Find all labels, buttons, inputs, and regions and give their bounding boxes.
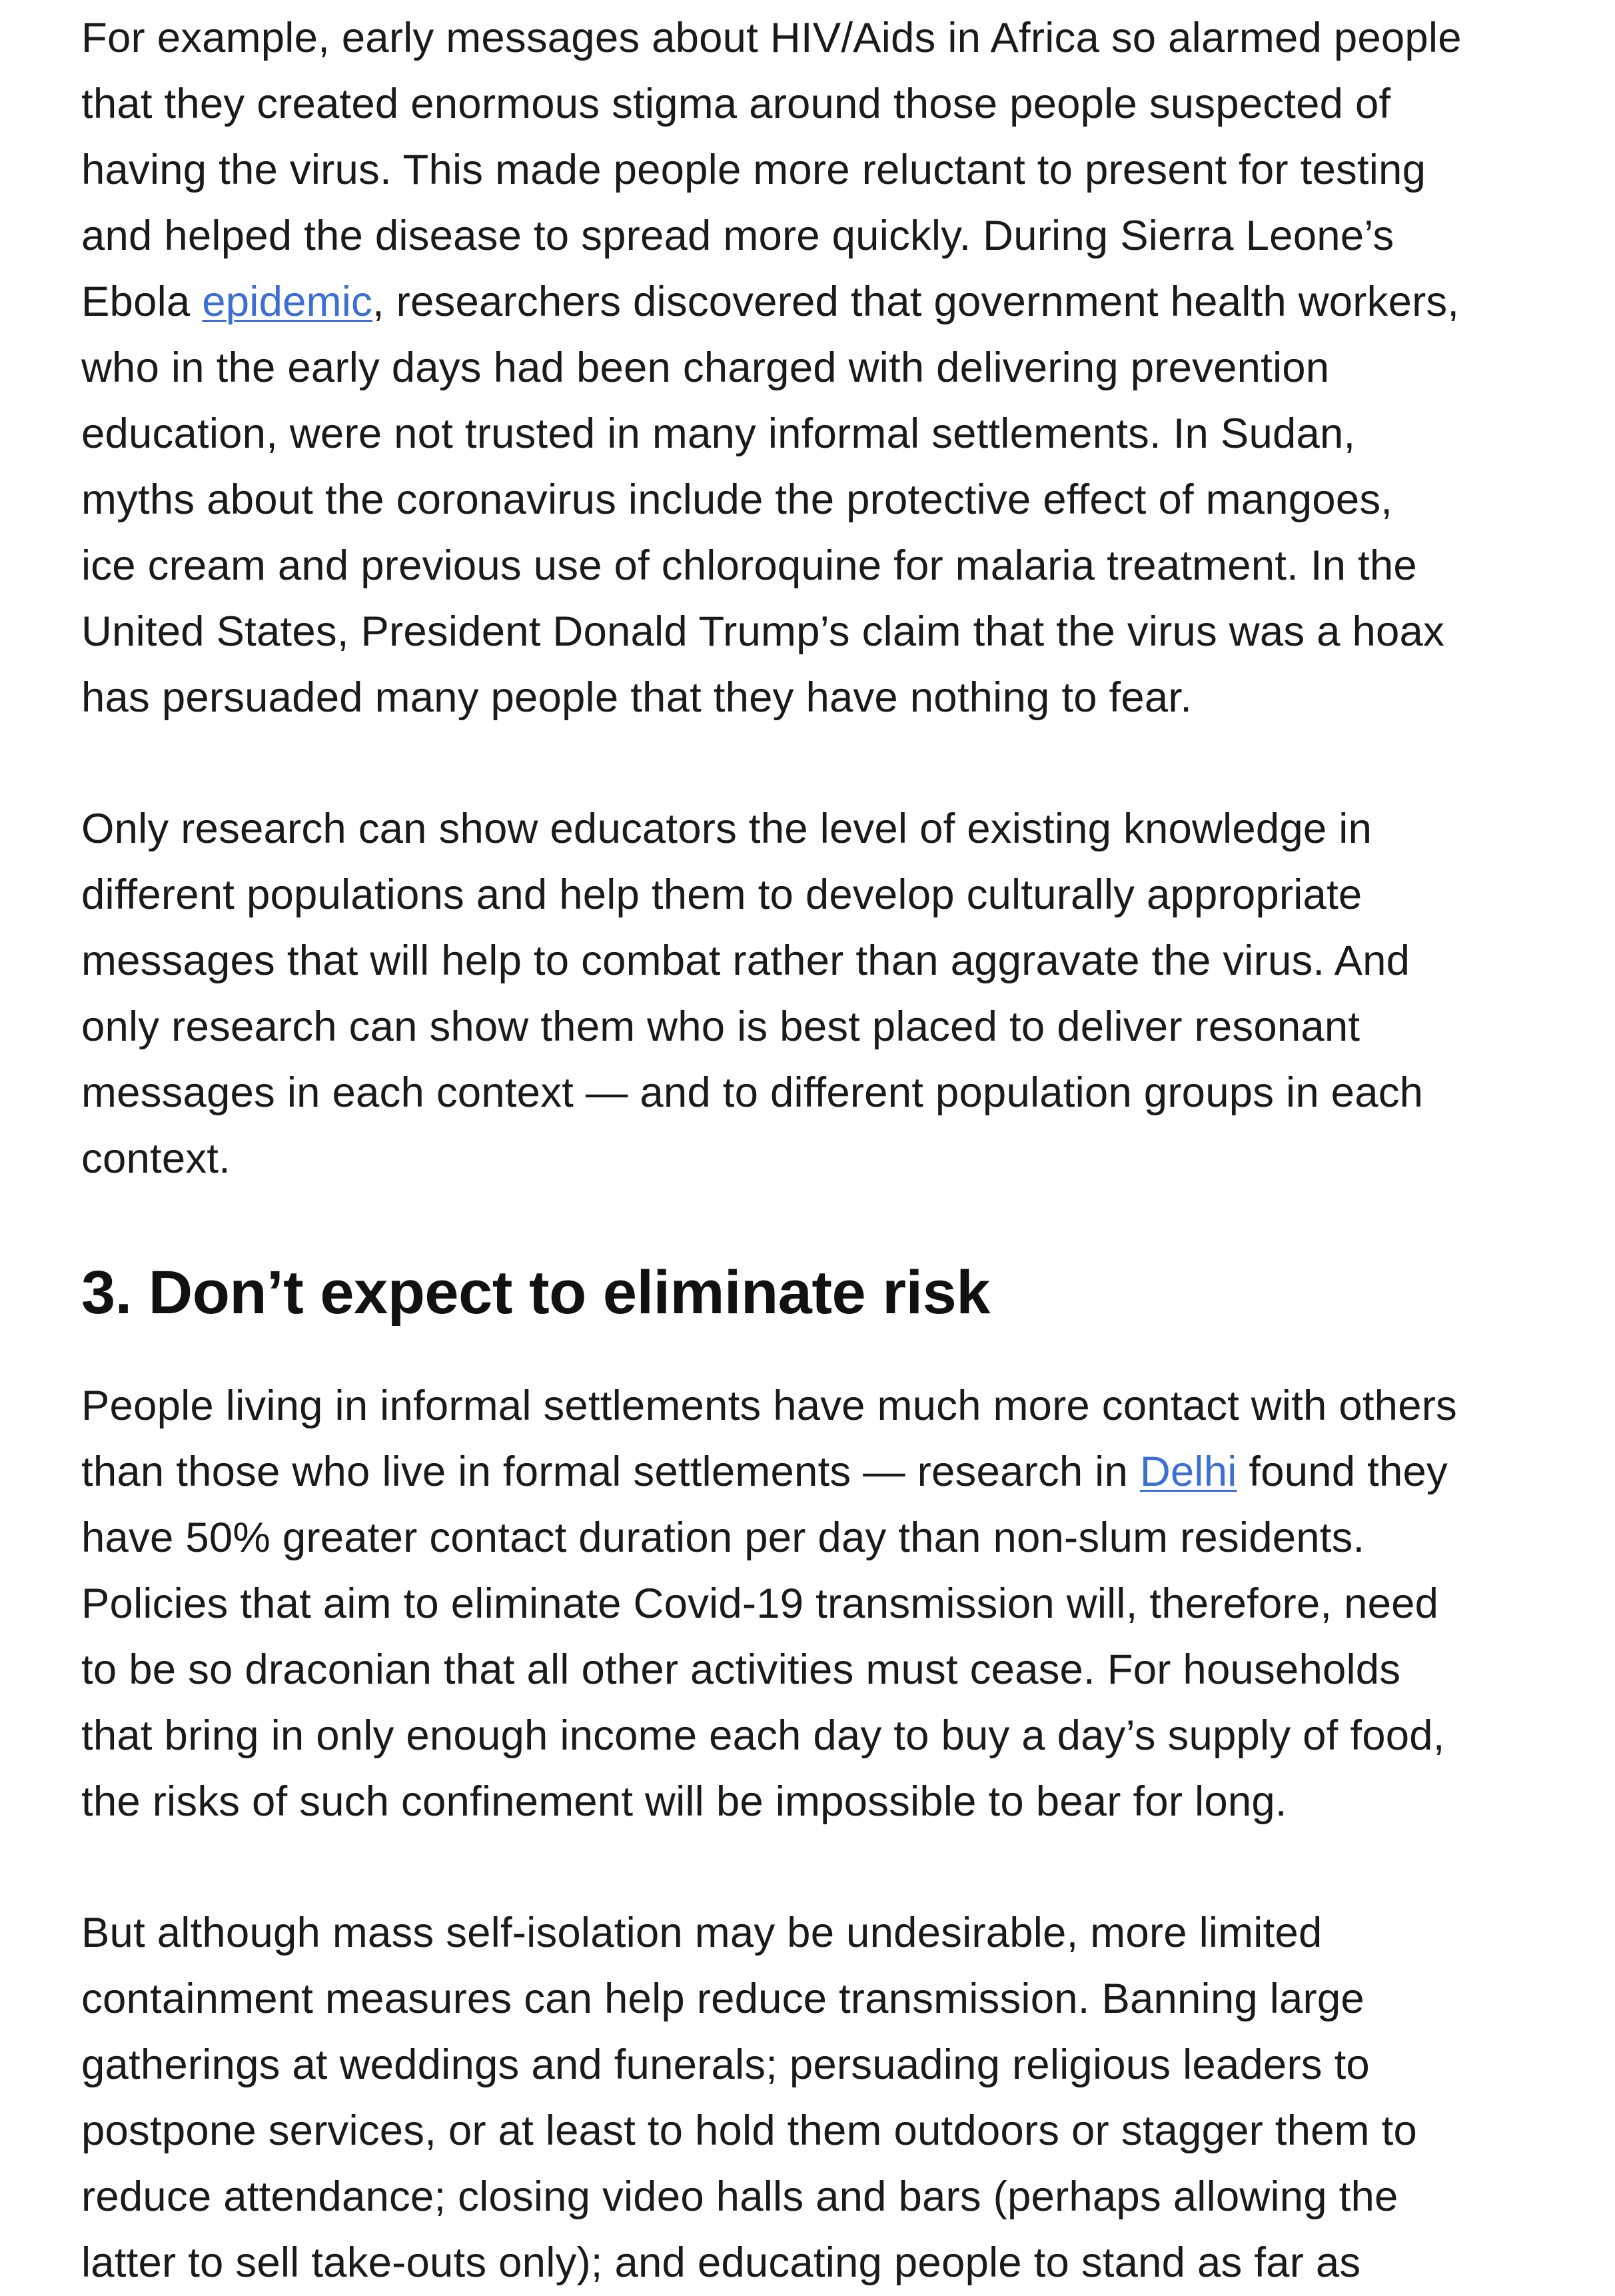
epidemic-link[interactable]: epidemic xyxy=(202,279,372,325)
section-heading: 3. Don’t expect to eliminate risk xyxy=(81,1259,990,1327)
text-line: have 50% greater contact duration per day than non-slum residents. xyxy=(81,1514,1365,1561)
text-line: different populations and help them to develop culturally appropriate xyxy=(81,871,1362,918)
text-line: and helped the disease to spread more quickly. During Sierra Leone’s xyxy=(81,213,1394,259)
paragraph-spacer xyxy=(81,1835,1574,1900)
text-line: who in the early days had been charged with delivering prevention xyxy=(81,344,1330,391)
text-line: postpone services, or at least to hold them outdoors or stagger them to xyxy=(81,2107,1417,2154)
text-line: education, were not trusted in many informal settlements. In Sudan, xyxy=(81,410,1356,457)
text-line: But although mass self-isolation may be undesirable, more limited xyxy=(81,1910,1323,1956)
section-spacer xyxy=(81,1329,1574,1373)
text-line: For example, early messages about HIV/Aids in Africa so alarmed people xyxy=(81,15,1462,61)
paragraph-hiv-ebola-examples xyxy=(81,5,1574,731)
paragraph-spacer xyxy=(81,731,1574,796)
paragraph-containment-measures xyxy=(81,1900,1574,2296)
text-fragment: Ebola xyxy=(81,279,203,325)
text-line: that bring in only enough income each day to buy a day’s supply of food, xyxy=(81,1712,1445,1759)
text-line xyxy=(81,269,1574,335)
text-line: to be so draconian that all other activities must cease. For households xyxy=(81,1646,1401,1693)
text-line: Only research can show educators the level of existing knowledge in xyxy=(81,806,1372,852)
text-line: People living in informal settlements have much more contact with others xyxy=(81,1383,1458,1429)
text-line: reduce attendance; closing video halls and bars (perhaps allowing the xyxy=(81,2173,1398,2220)
text-line: myths about the coronavirus include the protective effect of mangoes, xyxy=(81,476,1393,523)
text-line: messages that will help to combat rather than aggravate the virus. And xyxy=(81,937,1410,984)
text-line: messages in each context — and to different population groups in each xyxy=(81,1069,1424,1116)
text-line: only research can show them who is best placed to deliver resonant xyxy=(81,1003,1360,1050)
text-line: gatherings at weddings and funerals; persuading religious leaders to xyxy=(81,2041,1370,2088)
text-line: ice cream and previous use of chloroquine for malaria treatment. In the xyxy=(81,542,1417,589)
text-fragment: , researchers discovered that government health workers, xyxy=(372,279,1460,325)
text-line: has persuaded many people that they have nothing to fear. xyxy=(81,674,1193,721)
text-line: containment measures can help reduce transmission. Banning large xyxy=(81,1976,1364,2022)
text-line: that they created enormous stigma around those people suspected of xyxy=(81,81,1391,127)
text-fragment: than those who live in formal settlements — research in xyxy=(81,1448,1140,1495)
text-line: United States, President Donald Trump’s claim that the virus was a hoax xyxy=(81,608,1445,655)
text-line: having the virus. This made people more reluctant to present for testing xyxy=(81,147,1426,193)
paragraph-informal-settlements xyxy=(81,1373,1574,1835)
delhi-link[interactable]: Delhi xyxy=(1139,1448,1237,1495)
section-spacer xyxy=(81,1192,1574,1256)
text-line: Policies that aim to eliminate Covid-19 transmission will, therefore, need xyxy=(81,1580,1439,1627)
text-line: context. xyxy=(81,1135,231,1182)
text-line: the risks of such confinement will be impossible to bear for long. xyxy=(81,1778,1287,1825)
text-line: latter to sell take-outs only); and educating people to stand as far as xyxy=(81,2239,1361,2286)
article-body xyxy=(81,5,1574,2296)
paragraph-research-educators xyxy=(81,796,1574,1192)
text-fragment: found they xyxy=(1237,1448,1448,1495)
text-line xyxy=(81,1439,1574,1505)
